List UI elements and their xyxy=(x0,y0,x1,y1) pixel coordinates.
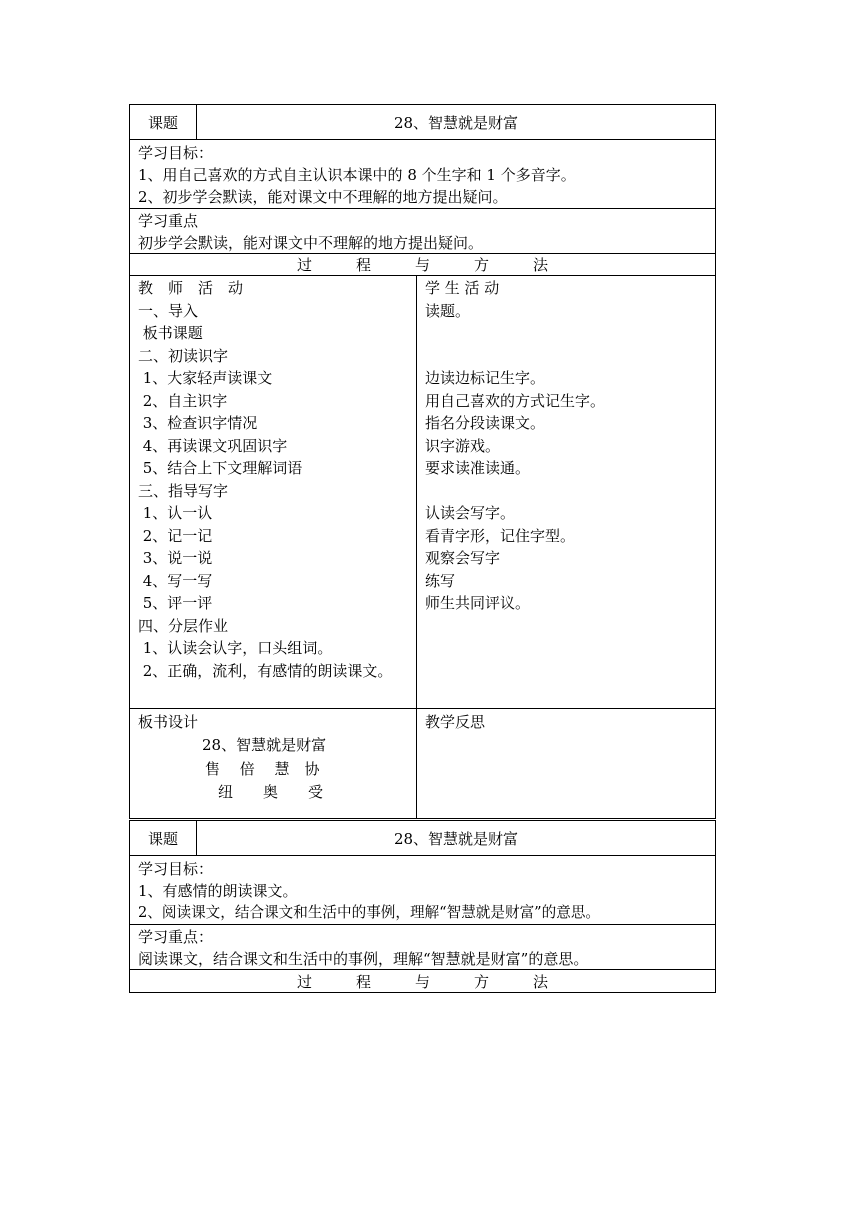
teacher-line: 5、评一评 xyxy=(138,594,213,612)
title-cell xyxy=(197,821,715,855)
title-cell xyxy=(197,105,715,139)
column-divider xyxy=(416,276,417,708)
student-line: 识字游戏。 xyxy=(425,436,501,455)
lesson-title: 28、智慧就是财富 xyxy=(393,829,519,848)
process-char: 程 xyxy=(355,972,371,991)
focus-row xyxy=(130,924,715,969)
title-row xyxy=(130,821,715,855)
teacher-line: 3、检查识字情况 xyxy=(138,414,258,432)
teacher-line: 1、认读会认字，口头组词。 xyxy=(138,639,333,657)
teacher-line: 3、说一说 xyxy=(138,549,213,567)
process-char: 方 xyxy=(474,256,490,274)
lesson-table-1 xyxy=(129,104,716,819)
lesson-title: 28、智慧就是财富 xyxy=(393,113,519,132)
student-line: 读题。 xyxy=(425,301,471,320)
teacher-line: 一、导入 xyxy=(138,301,199,320)
title-label-cell xyxy=(130,821,197,855)
student-line: 指名分段读课文。 xyxy=(425,414,546,432)
title-label: 课题 xyxy=(147,113,178,132)
teacher-line: 2、正确，流利，有感情的朗读课文。 xyxy=(138,661,393,680)
goals-heading: 学习目标： xyxy=(138,144,214,162)
process-char: 过 xyxy=(296,256,312,274)
board-heading: 板书设计 xyxy=(138,713,199,731)
focus-text: 阅读课文，结合课文和生活中的事例，理解“智慧就是财富”的意思。 xyxy=(138,950,589,968)
student-line: 用自己喜欢的方式记生字。 xyxy=(425,391,606,410)
teacher-line: 2、自主识字 xyxy=(138,391,228,410)
title-row xyxy=(130,105,715,139)
teacher-line: 四、分层作业 xyxy=(138,616,229,635)
process-char: 方 xyxy=(474,972,490,991)
student-line: 观察会写字 xyxy=(425,549,501,567)
student-line: 练写 xyxy=(425,571,456,590)
focus-row xyxy=(130,208,715,253)
title-label-cell xyxy=(130,105,197,139)
process-char: 法 xyxy=(533,256,549,274)
teacher-line: 1、认一认 xyxy=(138,504,213,522)
board-characters-row-2: 纽 奥 受 xyxy=(218,783,324,801)
focus-heading: 学习重点： xyxy=(138,928,214,946)
teacher-line: 二、初读识字 xyxy=(138,346,229,365)
focus-heading: 学习重点 xyxy=(138,212,199,230)
student-line: 边读边标记生字。 xyxy=(425,369,546,387)
title-label: 课题 xyxy=(147,829,178,848)
board-characters-row-1: 售 倍 慧 协 xyxy=(205,760,320,778)
student-line: 看青字形，记住字型。 xyxy=(425,526,576,545)
teacher-line: 三、指导写字 xyxy=(138,481,229,500)
column-divider xyxy=(416,709,417,818)
process-heading-row xyxy=(130,253,715,275)
student-line: 认读会写字。 xyxy=(425,504,516,522)
focus-text: 初步学会默读，能对课文中不理解的地方提出疑问。 xyxy=(138,234,484,252)
student-line: 师生共同评议。 xyxy=(425,594,531,612)
teacher-line: 板书课题 xyxy=(138,324,203,342)
goal-item: 1、用自己喜欢的方式自主认识本课中的 8 个生字和 1 个多音字。 xyxy=(138,166,576,184)
teacher-line: 4、写一写 xyxy=(138,571,213,590)
goal-item: 1、有感情的朗读课文。 xyxy=(138,882,298,900)
goals-heading: 学习目标： xyxy=(138,860,214,878)
teacher-heading: 教 师 活 动 xyxy=(138,279,244,297)
student-line: 要求读准读通。 xyxy=(425,459,531,477)
teacher-line: 1、大家轻声读课文 xyxy=(138,369,273,387)
process-char: 程 xyxy=(355,256,371,274)
teacher-line: 4、再读课文巩固识字 xyxy=(138,436,288,455)
process-char: 与 xyxy=(414,256,430,274)
process-char: 法 xyxy=(533,972,549,991)
goal-item: 2、初步学会默读，能对课文中不理解的地方提出疑问。 xyxy=(138,188,508,206)
lesson-table-2 xyxy=(129,820,716,993)
teacher-line: 5、结合上下文理解词语 xyxy=(138,459,303,477)
goal-item: 2、阅读课文，结合课文和生活中的事例，理解“智慧就是财富”的意思。 xyxy=(138,904,601,921)
activities-row xyxy=(130,275,715,708)
student-heading: 学 生 活 动 xyxy=(425,279,500,297)
process-char: 过 xyxy=(296,972,312,991)
teacher-line: 2、记一记 xyxy=(138,526,213,545)
reflection-heading: 教学反思 xyxy=(425,713,486,731)
goals-row xyxy=(130,139,715,208)
board-row xyxy=(130,708,715,818)
board-title: 28、智慧就是财富 xyxy=(202,736,327,754)
process-heading-row xyxy=(130,969,715,992)
process-char: 与 xyxy=(414,972,430,991)
goals-row xyxy=(130,855,715,924)
